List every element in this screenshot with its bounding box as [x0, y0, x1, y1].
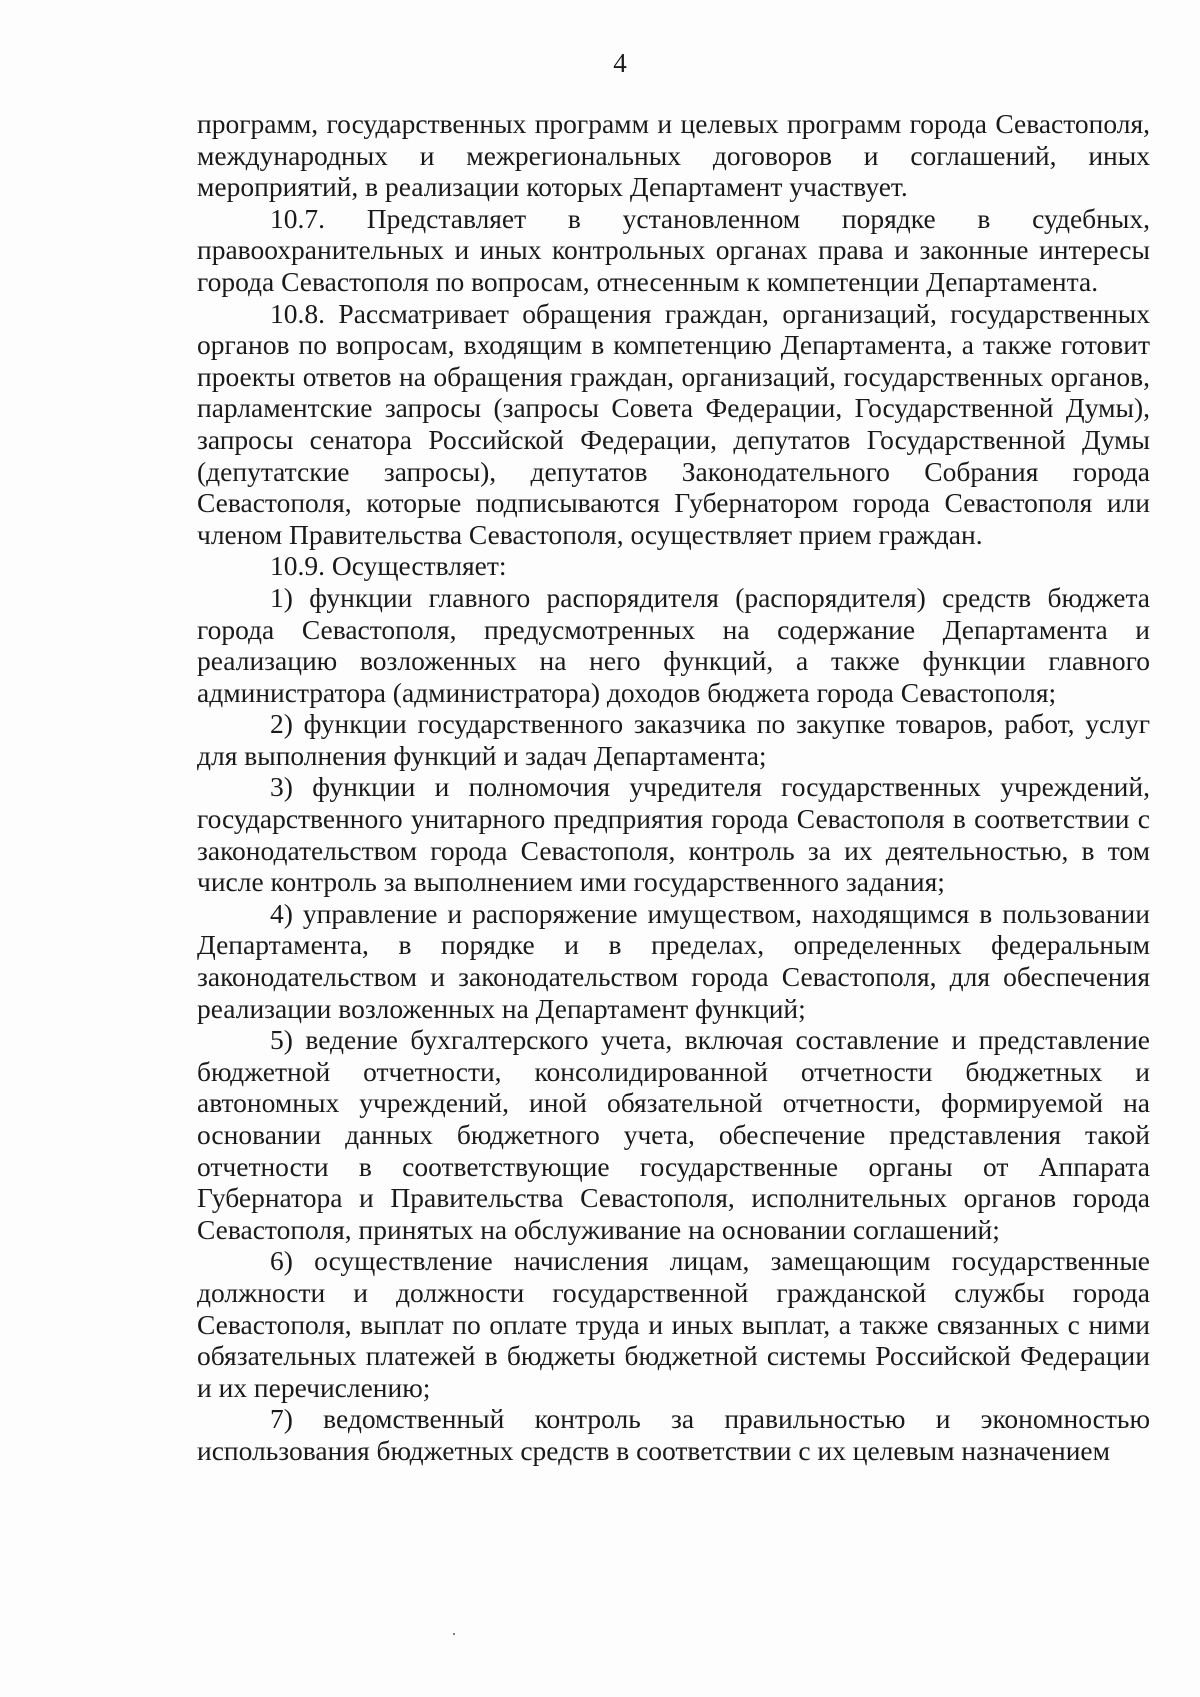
paragraph-10-8: 10.8. Рассматривает обращения граждан, организаций, государственных органов по вопросам, входящим в компетенцию Департамента, а также готовит проекты ответов на обращения граждан, организаций, государственных органов, парламентские запросы (запросы Совета Федерации, Государственной Думы), запросы сенатора Российской Федерации, депутатов Государственной Думы (депутатские запросы), депутатов Законодательного Собрания города Севастополя, которые подписываются Губернатором города Севастополя или членом Правительства Севастополя, осуществляет прием граждан. [197, 297, 1150, 550]
scan-speck [453, 1633, 455, 1635]
document-body [197, 108, 1150, 1467]
list-item-5: 5) ведение бухгалтерского учета, включая составление и представление бюджетной отчетности, консолидированной отчетности бюджетных и автономных учреждений, иной обязательной отчетности, формируемой на основании данных бюджетного учета, обеспечение представления такой отчетности в соответствующие государственные органы от Аппарата Губернатора и Правительства Севастополя, исполнительных органов города Севастополя, принятых на обслуживание на основании соглашений; [197, 1024, 1150, 1245]
paragraph-10-7: 10.7. Представляет в установленном порядке в судебных, правоохранительных и иных контрольных органах права и законные интересы города Севастополя по вопросам, отнесенным к компетенции Департамента. [197, 202, 1150, 297]
list-item-3: 3) функции и полномочия учредителя государственных учреждений, государственного унитарного предприятия города Севастополя в соответствии с законодательством города Севастополя, контроль за их деятельностью, в том числе контроль за выполнением ими государственного задания; [197, 771, 1150, 898]
list-item-7: 7) ведомственный контроль за правильностью и экономностью использования бюджетных средств в соответствии с их целевым назначением [197, 1403, 1150, 1466]
paragraph-continuation: программ, государственных программ и целевых программ города Севастополя, международных и межрегиональных договоров и соглашений, иных мероприятий, в реализации которых Департамент участвует. [197, 108, 1150, 203]
list-item-6: 6) осуществление начисления лицам, замещающим государственные должности и должности государственной гражданской службы города Севастополя, выплат по оплате труда и иных выплат, а также связанных с ними обязательных платежей в бюджеты бюджетной системы Российской Федерации и их перечислению; [197, 1245, 1150, 1403]
page-number: 4 [613, 48, 627, 78]
paragraph-10-9: 10.9. Осуществляет: [270, 550, 507, 582]
list-item-2: 2) функции государственного заказчика по закупке товаров, работ, услуг для выполнения функций и задач Департамента; [197, 708, 1150, 771]
list-item-1: 1) функции главного распорядителя (распорядителя) средств бюджета города Севастополя, предусмотренных на содержание Департамента и реализацию возложенных на него функций, а также функции главного администратора (администратора) доходов бюджета города Севастополя; [197, 581, 1150, 708]
list-item-4: 4) управление и распоряжение имуществом, находящимся в пользовании Департамента, в порядке и в пределах, определенных федеральным законодательством и законодательством города Севастополя, для обеспечения реализации возложенных на Департамент функций; [197, 897, 1150, 1024]
